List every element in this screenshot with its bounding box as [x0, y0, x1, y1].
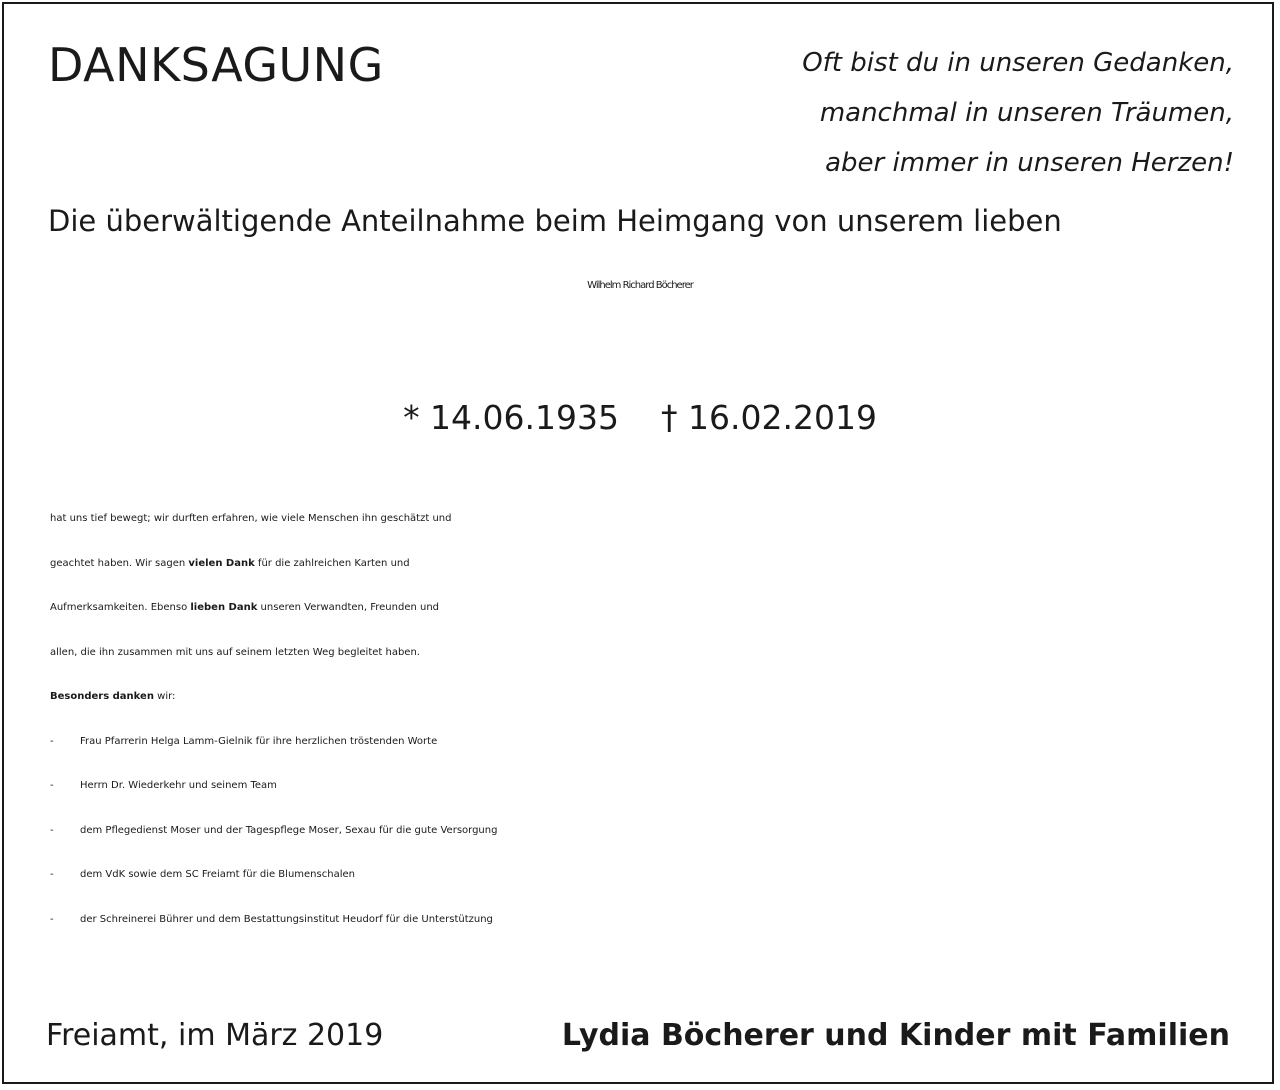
list-item-text: der Schreinerei Bührer und dem Bestattungsinstitut Heudorf für die Unterstützung	[80, 913, 493, 925]
body-line-3	[50, 586, 1250, 631]
body-text: Aufmerksamkeiten. Ebenso	[50, 602, 191, 613]
birth-date: * 14.06.1935	[403, 398, 619, 437]
list-item-text: Herrn Dr. Wiederkehr und seinem Team	[80, 780, 277, 791]
place-date: Freiamt, im März 2019	[46, 1018, 384, 1053]
body-line-1: hat uns tief bewegt; wir durften erfahren, wie viele Menschen ihn geschätzt und	[50, 513, 452, 524]
body-text: wir:	[153, 691, 176, 702]
body-emphasis: lieben Dank	[190, 602, 258, 613]
deceased-name: Wilhelm Richard Böcherer	[587, 280, 693, 291]
body-line-2	[50, 542, 1250, 587]
list-item-text: dem VdK sowie dem SC Freiamt für die Blumenschalen	[80, 869, 355, 880]
memorial-quote	[674, 38, 1234, 188]
thanks-body	[50, 497, 1250, 942]
body-line-4: allen, die ihn zusammen mit uns auf seinem letzten Weg begleitet haben.	[50, 646, 420, 658]
body-text: für die zahlreichen Karten und	[254, 557, 410, 569]
list-item	[50, 853, 1250, 898]
list-dash: -	[50, 869, 54, 880]
list-dash: -	[50, 780, 54, 791]
intro-text: Die überwältigende Anteilnahme beim Heimgang von unserem lieben	[48, 204, 1062, 238]
signature: Lydia Böcherer und Kinder mit Familien	[561, 1018, 1230, 1053]
body-line-5	[50, 675, 1250, 720]
list-item	[50, 898, 1250, 943]
body-emphasis: Besonders danken	[50, 691, 154, 702]
body-text: geachtet haben. Wir sagen	[50, 557, 189, 569]
death-date: † 16.02.2019	[661, 398, 877, 437]
list-dash: -	[50, 824, 54, 836]
quote-line-3: aber immer in unseren Herzen!	[825, 148, 1234, 178]
list-item-text: Frau Pfarrerin Helga Lamm-Gielnik für ihre herzlichen tröstenden Worte	[80, 735, 438, 747]
body-text: unseren Verwandten, Freunden und	[257, 602, 440, 613]
thanks-list	[50, 720, 1250, 943]
body-emphasis: vielen Dank	[188, 557, 255, 569]
list-dash: -	[50, 913, 54, 925]
list-item	[50, 764, 1250, 809]
list-item	[50, 720, 1250, 765]
notice-heading: DANKSAGUNG	[48, 38, 384, 92]
list-item-text: dem Pflegedienst Moser und der Tagespflege Moser, Sexau für die gute Versorgung	[80, 824, 498, 836]
list-dash: -	[50, 735, 54, 747]
life-dates	[0, 398, 1280, 437]
quote-line-1: Oft bist du in unseren Gedanken,	[802, 48, 1234, 78]
list-item	[50, 809, 1250, 854]
quote-line-2: manchmal in unseren Träumen,	[819, 98, 1234, 128]
